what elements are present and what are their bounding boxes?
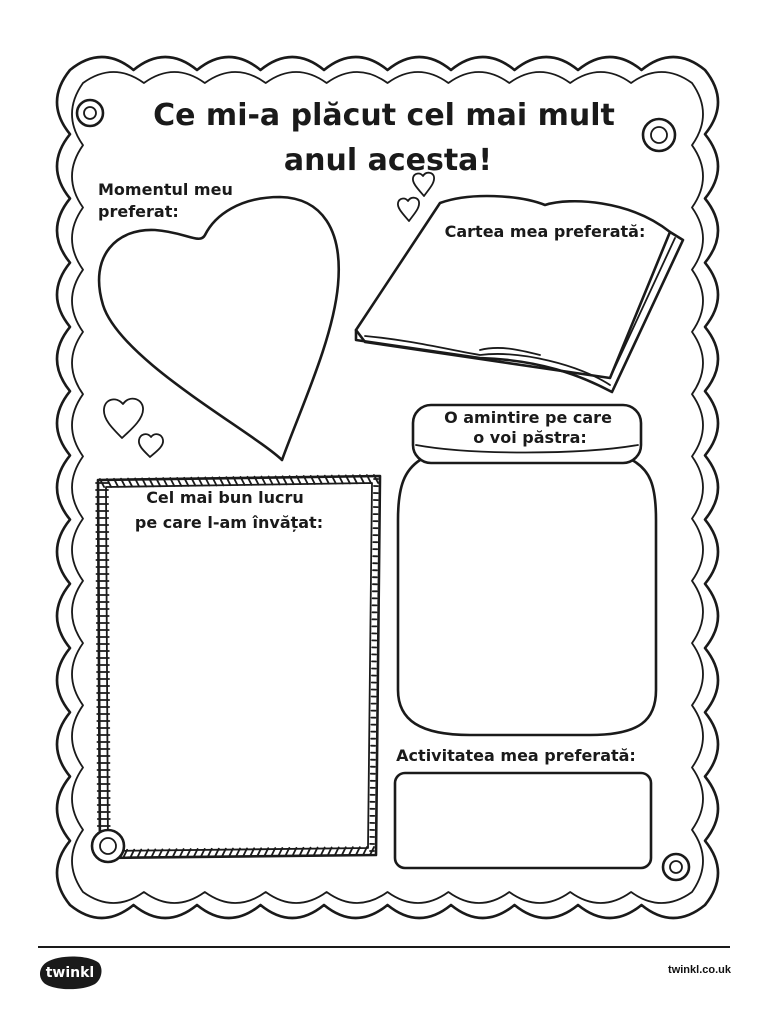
memory-label-line2: o voi păstra: (473, 428, 587, 447)
logo-text: twinkl (45, 965, 95, 981)
page-title-line1: Ce mi-a plăcut cel mai mult (153, 98, 615, 133)
twinkl-logo (40, 956, 102, 989)
activity-label: Activitatea mea preferată: (396, 746, 636, 765)
memory-label-line1: O amintire pe care (444, 408, 612, 427)
button-decoration-top-left (77, 100, 103, 126)
lesson-label-line2: pe care l-am învățat: (134, 513, 324, 532)
lesson-label-line1: Cel mai bun lucru (146, 488, 304, 507)
button-decoration-bottom-left (92, 830, 124, 862)
moment-label-line2: preferat: (98, 202, 179, 221)
moment-label-line1: Momentul meu (98, 180, 233, 199)
button-decoration-bottom-right (663, 854, 689, 880)
footer-url: twinkl.co.uk (668, 964, 731, 976)
page-title-line2: anul acesta! (283, 143, 493, 178)
button-decoration-top-right (643, 119, 675, 151)
book-label: Cartea mea preferată: (444, 222, 646, 241)
